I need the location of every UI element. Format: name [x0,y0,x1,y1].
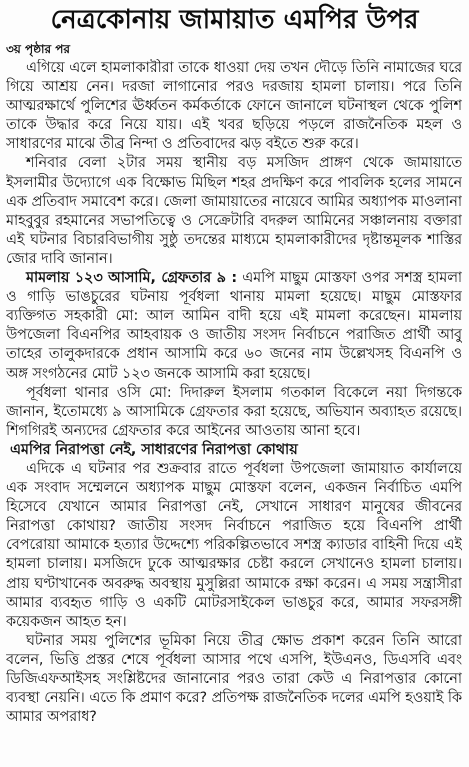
paragraph-3-lead: মামলায় ১২৩ আসামি, গ্রেফতার ৯ : [26,270,238,287]
article-body [6,59,462,763]
paragraph-1: এগিয়ে এলে হামলাকারীরা তাকে ধাওয়া দেয় তখন দৌড়ে তিনি নামাজের ঘরে গিয়ে আশ্রয় নেন। দরজা লাগানোর পরও দরজায় হামলা চালায়। পরে তিনি আত্মরক্ষার্থে পুলিশের ঊর্ধ্বতন কর্মকর্তাকে ফোনে জানালে ঘটনাস্থল থেকে পুলিশ তাকে উদ্ধার করে নিয়ে যায়। এই খবর ছড়িয়ে পড়লে রাজনৈতিক মহল ও সাধারণের মাঝে তীব্র নিন্দা ও প্রতিবাদের ঝড় বইতে শুরু করে। [6,60,462,153]
paragraph-3-text: এমপি মাছুম মোস্তফা ওপর সশস্ত্র হামলা ও গাড়ি ভাঙচুরের ঘটনায় পূর্বধলা থানায় মামলা হয়েছে। মাছুম মোস্তফার ব্যক্তিগত সহকারী মো: আল আমিন বাদী হয়ে এই মামলা করেছেন। মামলায় উপজেলা বিএনপির আহবায়ক ও জাতীয় সংসদ নির্বাচনে পরাজিত প্রার্থী আবু তাহের তালুকদারকে প্রধান আসামি করে ৬০ জনের নাম উল্লেখসহ বিএনপি ও অঙ্গ সংগঠনের মোট ১২৩ জনকে আসামি করা হয়েছে। [6,270,462,382]
subheading: এমপির নিরাপত্তা নেই, সাধারণের নিরাপত্তা কোথায় [10,441,298,458]
paragraph-4: পূর্বধলা থানার ওসি মো: দিদারুল ইসলাম গতকাল বিকেলে নয়া দিগন্তকে জানান, ইতোমধ্যে ৯ আসামিকে গ্রেফতার করা হয়েছে, অভিযান অব্যাহত রয়েছে। শিগগিরই অন্যদের গ্রেফতার করে আইনের আওতায় আনা হবে। [6,384,462,439]
continued-from-label: ৩য় পৃষ্ঠার পর [6,42,71,56]
paragraph-5: এদিকে এ ঘটনার পর শুক্রবার রাতে পূর্বধলা উপজেলা জামায়াত কার্যালয়ে এক সংবাদ সম্মেলনে অধ্যাপক মাছুম মোস্তফা বলেন, একজন নির্বাচিত এমপি হিসেবে যেখানে আমার নিরাপত্তা নেই, সেখানে সাধারণ মানুষের জীবনের নিরাপত্তা কোথায়? জাতীয় সংসদ নির্বাচনে পরাজিত হয়ে বিএনপি প্রার্থী বেপরোয়া আমাকে হত্যার উদ্দেশ্যে পরিকল্পিতভাবে সশস্ত্র ক্যাডার বাহিনী দিয়ে এই হামলা চালায়। মসজিদে ঢুকে আত্মরক্ষার চেষ্টা করলে সেখানেও হামলা চালায়। প্রায় ঘণ্টাখানেক অবরুদ্ধ অবস্থায় মুসুল্লিরা আমাকে রক্ষা করেন। এ সময় সন্ত্রাসীরা আমার ব্যবহৃত গাড়ি ও একটি মোটরসাইকেল ভাঙচুর করে, আমার সফরসঙ্গী কয়েকজন আহত হন। [6,460,462,630]
paragraph-6: ঘটনার সময় পুলিশের ভূমিকা নিয়ে তীব্র ক্ষোভ প্রকাশ করেন তিনি আরো বলেন, ভিত্তি প্রস্তর শেষে পূর্বধলা আসার পথে এসপি, ইউএনও, ডিএসবি এবং ডিজিএফআইসহ সংশ্লিষ্টদের জানানোর পরও তারা কেউ এ নিরাপত্তার কোনো ব্যবস্থা নেয়নি। এতে কি প্রমাণ করে? প্রতিপক্ষ রাজনৈতিক দলের এমপি হওয়াই কি আমার অপরাধ? [6,632,462,726]
paragraph-3 [6,269,462,384]
headline: নেত্রকোনায় জামায়াত এমপির উপর [50,5,419,35]
paragraph-2: শনিবার বেলা ২টার সময় স্থানীয় বড় মসজিদ প্রাঙ্গণ থেকে জামায়াতে ইসলামীর উদ্যোগে এক বিক্ষোভ মিছিল শহর প্রদক্ষিণ করে পাবলিক হলের সামনে এক প্রতিবাদ সমাবেশ করে। জেলা জামায়াতের নায়েবে আমির অধ্যাপক মাওলানা মাহবুবুর রহমানের সভাপতিত্বে ও সেক্রেটারি বদরুল আমিনের সঞ্চালনায় বক্তারা এই ঘটনার বিচারবিভাগীয় সুষ্ঠু তদন্তের মাধ্যমে হামলাকারীদের দৃষ্টান্তমূলক শাস্তির জোর দাবি জানান। [6,155,462,267]
